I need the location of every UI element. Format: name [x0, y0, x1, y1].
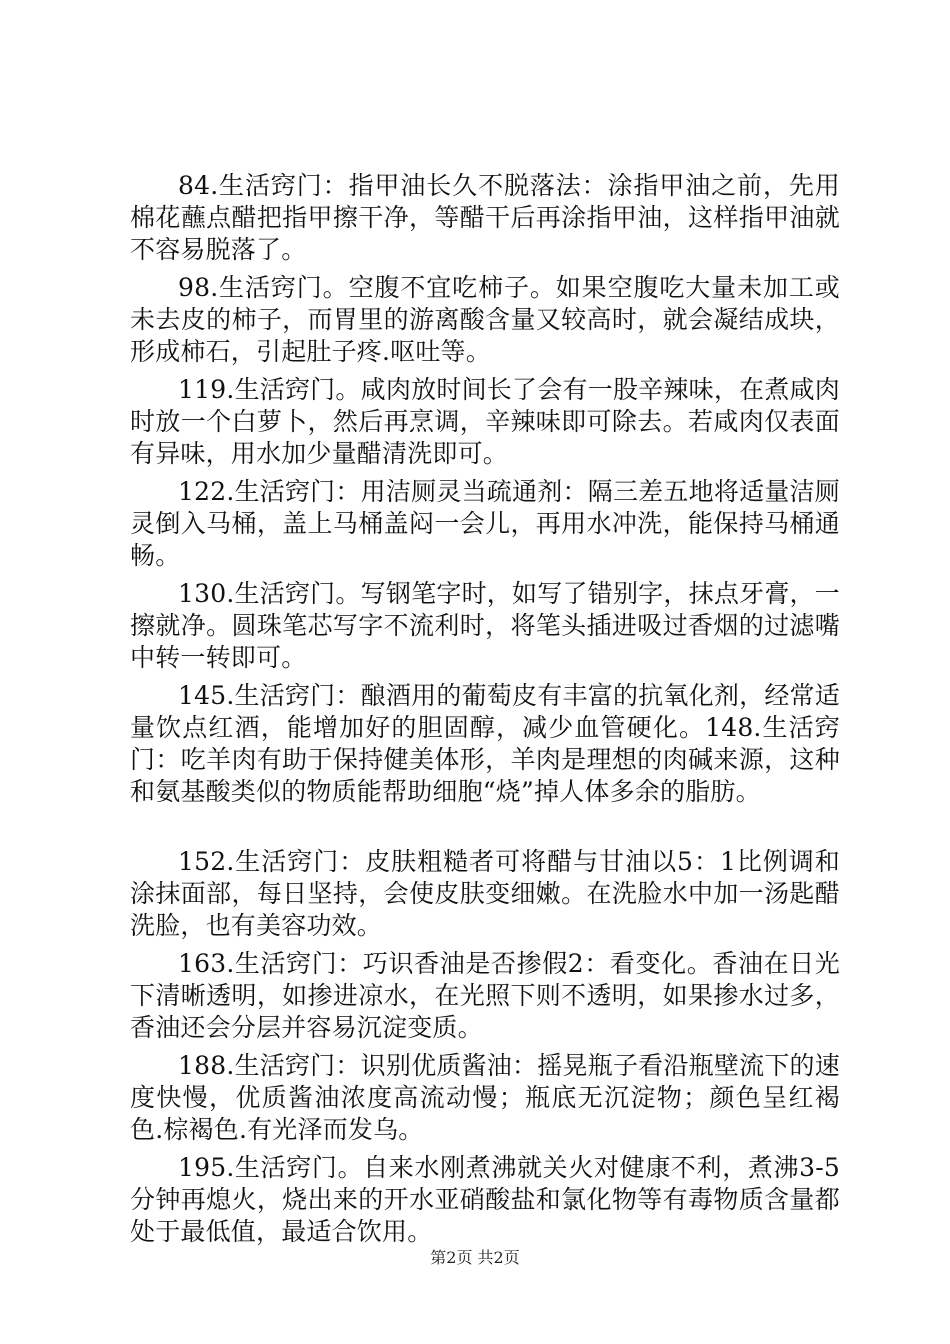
document-body	[130, 170, 840, 1248]
paragraph-tip-122: 122.生活窍门：用洁厕灵当疏通剂：隔三差五地将适量洁厕灵倒入马桶，盖上马桶盖闷一会儿，再用水冲洗，能保持马桶通畅。	[130, 477, 840, 570]
paragraph-tip-119: 119.生活窍门。咸肉放时间长了会有一股辛辣味，在煮咸肉时放一个白萝卜，然后再烹调，辛辣味即可除去。若咸肉仅表面有异味，用水加少量醋清洗即可。	[130, 375, 840, 468]
paragraph-tip-98: 98.生活窍门。空腹不宜吃柿子。如果空腹吃大量未加工或未去皮的柿子，而胃里的游离酸含量又较高时，就会凝结成块，形成柿石，引起肚子疼.呕吐等。	[130, 273, 840, 366]
paragraph-tip-145: 145.生活窍门：酿酒用的葡萄皮有丰富的抗氧化剂，经常适量饮点红酒，能增加好的胆固醇，减少血管硬化。148.生活窍门：吃羊肉有助于保持健美体形，羊肉是理想的肉碱来源，这种和氨基酸类似的物质能帮助细胞“烧”掉人体多余的脂肪。	[130, 681, 840, 806]
paragraph-tip-195: 195.生活窍门。自来水刚煮沸就关火对健康不利，煮沸3-5分钟再熄火，烧出来的开水亚硝酸盐和氯化物等有毒物质含量都处于最低值，最适合饮用。	[130, 1153, 840, 1246]
paragraph-tip-84: 84.生活窍门：指甲油长久不脱落法：涂指甲油之前，先用棉花蘸点醋把指甲擦干净，等醋干后再涂指甲油，这样指甲油就不容易脱落了。	[130, 171, 840, 264]
paragraph-tip-163: 163.生活窍门：巧识香油是否掺假2：看变化。香油在日光下清晰透明，如掺进凉水，在光照下则不透明，如果掺水过多，香油还会分层并容易沉淀变质。	[130, 949, 840, 1042]
paragraph-tip-188: 188.生活窍门：识别优质酱油：摇晃瓶子看沿瓶壁流下的速度快慢，优质酱油浓度高流动慢；瓶底无沉淀物；颜色呈红褐色.棕褐色.有光泽而发乌。	[130, 1051, 840, 1144]
page-number-footer: 第2页 共2页	[430, 1248, 520, 1267]
paragraph-tip-152: 152.生活窍门：皮肤粗糙者可将醋与甘油以5：1比例调和涂抹面部，每日坚持，会使皮肤变细嫩。在洗脸水中加一汤匙醋洗脸，也有美容功效。	[130, 847, 840, 940]
paragraph-tip-130: 130.生活窍门。写钢笔字时，如写了错别字，抹点牙膏，一擦就净。圆珠笔芯写字不流利时，将笔头插进吸过香烟的过滤嘴中转一转即可。	[130, 579, 840, 672]
